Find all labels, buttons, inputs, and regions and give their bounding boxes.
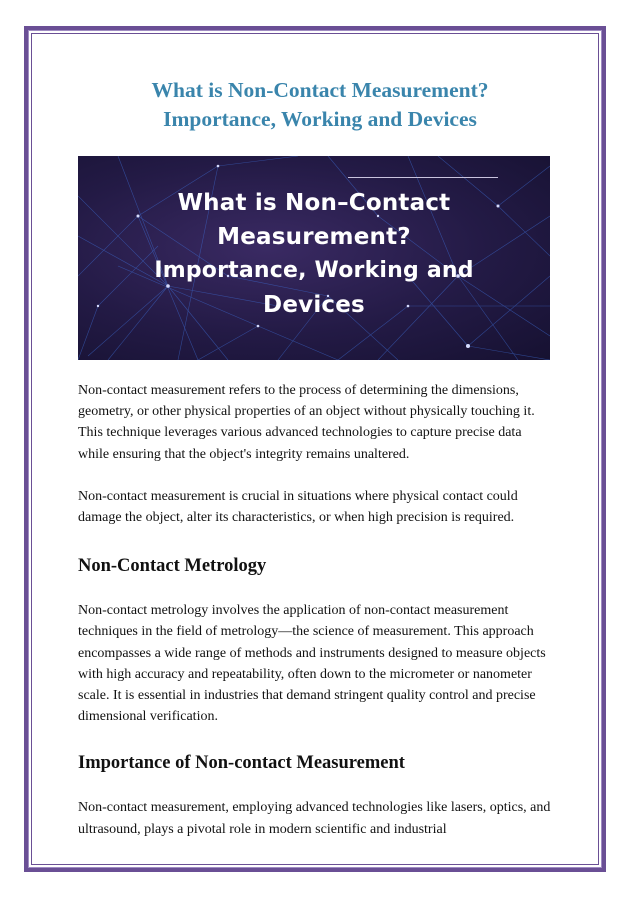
paragraph-metrology: Non-contact metrology involves the application of non-contact measurement techniques in the field of metrology—the science of measurement. This approach encompasses a wide range of methods and instruments designed to measure objects with high accuracy and repeatability, often down to the micrometer or nanometer scale. It is essential in industries that demand stringent quality control and precise dimensional verification. <box>78 603 546 725</box>
document-title <box>78 76 562 134</box>
hero-line-3: Importance, Working and <box>154 258 474 283</box>
document-body <box>78 76 562 840</box>
hero-line-1: What is Non–Contact <box>177 190 451 216</box>
hero-caption <box>78 186 550 322</box>
hero-line-4: Devices <box>263 292 365 318</box>
title-line-1: What is Non-Contact Measurement? <box>151 78 489 102</box>
hero-image <box>78 156 550 360</box>
hero-divider-line <box>348 177 498 178</box>
paragraph-intro: Non-contact measurement refers to the process of determining the dimensions, geometry, or other physical properties of an object without physically touching it. This technique leverages various advanced technologies to capture precise data while ensuring that the object's integrity remains unaltered. <box>78 383 535 462</box>
paragraph-crucial: Non-contact measurement is crucial in situations where physical contact could damage the object, alter its characteristics, or when high precision is required. <box>78 488 518 526</box>
paragraph-importance: Non-contact measurement, employing advanced technologies like lasers, optics, and ultrasound, plays a pivotal role in modern scientific and industrial <box>78 800 551 837</box>
hero-line-2: Measurement? <box>217 224 411 250</box>
heading-importance: Importance of Non-contact Measurement <box>78 753 405 774</box>
heading-non-contact-metrology: Non-Contact Metrology <box>78 556 267 577</box>
title-line-2: Importance, Working and Devices <box>163 107 477 131</box>
